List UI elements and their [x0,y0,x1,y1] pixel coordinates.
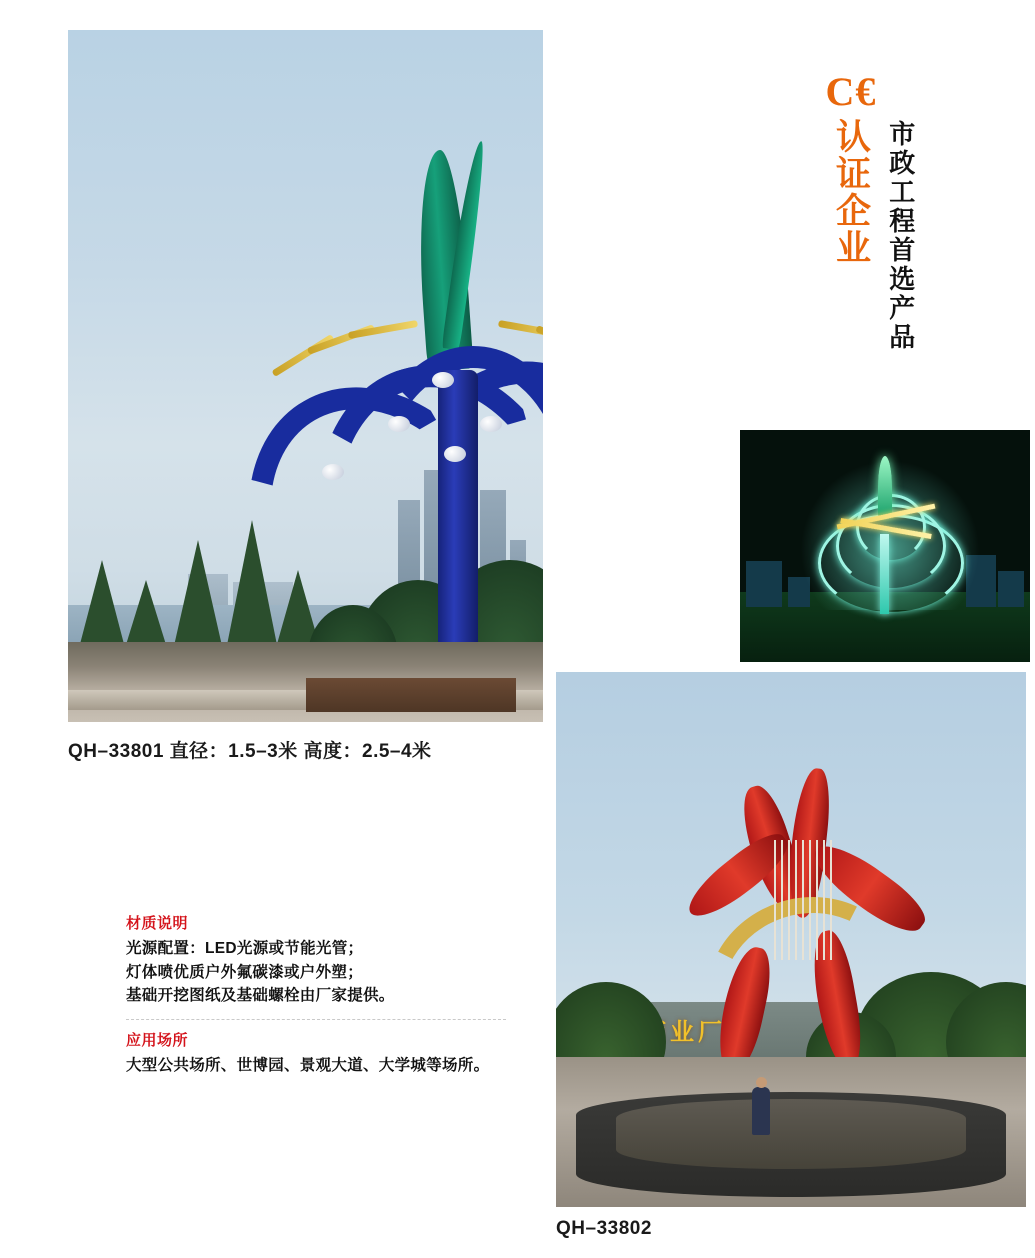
material-line-3: 基础开挖图纸及基础螺栓由厂家提供。 [126,987,395,1005]
material-title: 材质说明 [126,915,189,932]
ce-certification-label: 认证企业 [831,118,871,266]
sculpture-base [306,678,516,712]
ce-mark-icon: C€ [825,69,877,114]
material-line-1: 光源配置：LED光源或节能光管； [126,940,364,957]
product-photo-second [556,672,1026,1207]
product-photo-main [68,30,543,722]
material-line-2: 灯体喷优质户外氟碳漆或户外塑； [126,963,364,981]
section-divider [126,1019,506,1020]
usage-title: 应用场所 [126,1031,189,1049]
usage-line-1: 大型公共场所、世博园、景观大道、大学城等场所。 [126,1056,490,1074]
caption-product-1: QH–33801 直径：1.5–3米 高度：2.5–4米 [68,741,432,762]
caption-product-2: QH–33802 [556,1218,652,1239]
pedestrian-head [756,1077,767,1088]
specification-block [126,912,516,1077]
ce-certification-badge [806,69,896,271]
fountain-pool-inner [616,1099,966,1169]
sculpture-artwork [198,140,543,700]
sculpture-column [438,370,478,670]
pedestrian [752,1087,770,1135]
marketing-slogan: 市政工程首选产品 [885,120,916,352]
product-photo-night [740,430,1030,662]
